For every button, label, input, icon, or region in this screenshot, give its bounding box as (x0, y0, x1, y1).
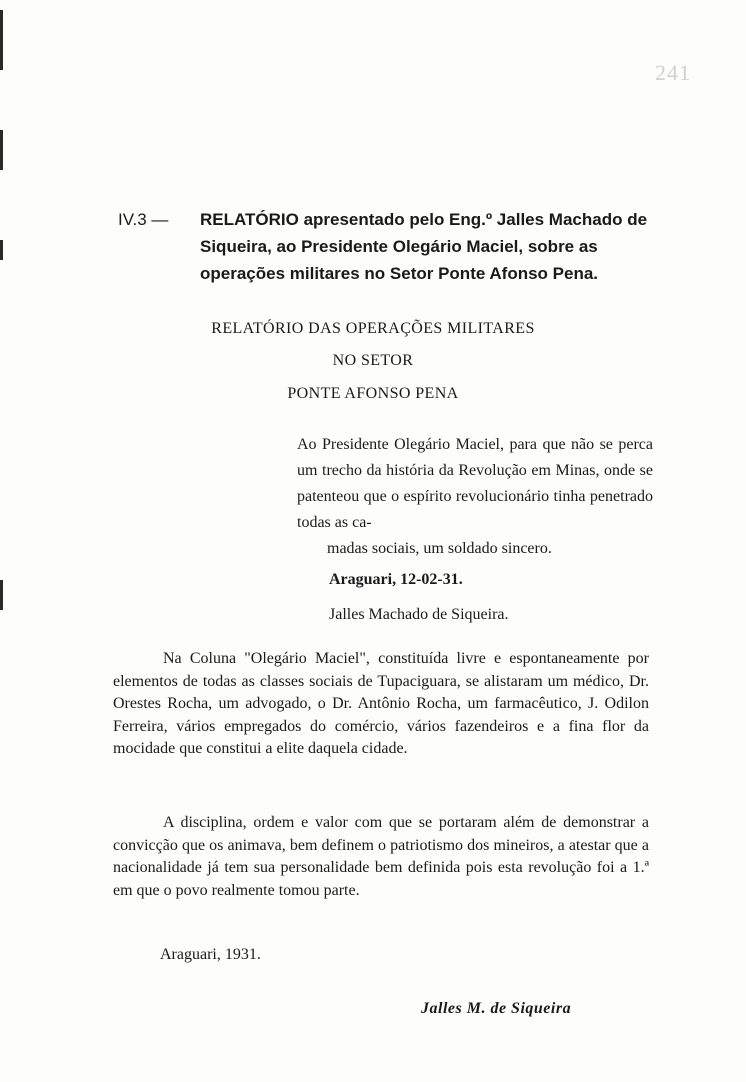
dateline: Araguari, 12-02-31. (329, 571, 463, 588)
signature-top: Jalles Machado de Siqueira. (329, 606, 509, 623)
page-number: 241 (655, 60, 691, 85)
report-title-line1: RELATÓRIO DAS OPERAÇÕES MILITARES (211, 320, 535, 337)
section-heading (118, 206, 678, 287)
scan-edge (0, 130, 3, 170)
scan-edge (0, 240, 3, 260)
scan-edge (0, 10, 3, 70)
report-title-line2: NO SETOR (332, 352, 414, 369)
body-paragraph-1: Na Coluna "Olegário Maciel", constituída livre e espontaneamente por elementos de todas as classes sociais de Tupaciguara, se alistaram um médico, Dr. Orestes Rocha, um advogado, o Dr. Antônio Rocha, um farmacêutico, J. Odilon Ferreira, vários empregados do comércio, vários fazendeiros e a fina flor da mocidade que constitui a elite daquela cidade. (113, 650, 649, 757)
body-paragraph-2: A disciplina, ordem e valor com que se portaram além de demonstrar a convicção que os animava, bem definem o patriotismo dos mineiros, a atestar que a nacionalidade já tem sua personalidade bem definida pois esta revolução foi a 1.ª em que o povo realmente tomou parte. (113, 814, 649, 899)
closing-place: Araguari, 1931. (160, 946, 261, 963)
dedication-body: Ao Presidente Olegário Maciel, para que não se perca um trecho da história da Revolução em Minas, onde se patenteou que o espírito revolucionário tinha penetrado todas as ca- (297, 436, 653, 531)
section-number: IV.3 — (118, 210, 169, 229)
scan-edge (0, 580, 3, 610)
closing-signature: Jalles M. de Siqueira (421, 1000, 572, 1017)
dedication-last-line: madas sociais, um soldado sincero. (327, 540, 552, 557)
report-title-line3: PONTE AFONSO PENA (287, 385, 459, 402)
section-heading-text: RELATÓRIO apresentado pelo Eng.º Jalles Machado de Siqueira, ao Presidente Olegário Maciel, sobre as operações militares no Setor Ponte Afonso Pena. (200, 210, 648, 283)
dedication (297, 432, 653, 562)
